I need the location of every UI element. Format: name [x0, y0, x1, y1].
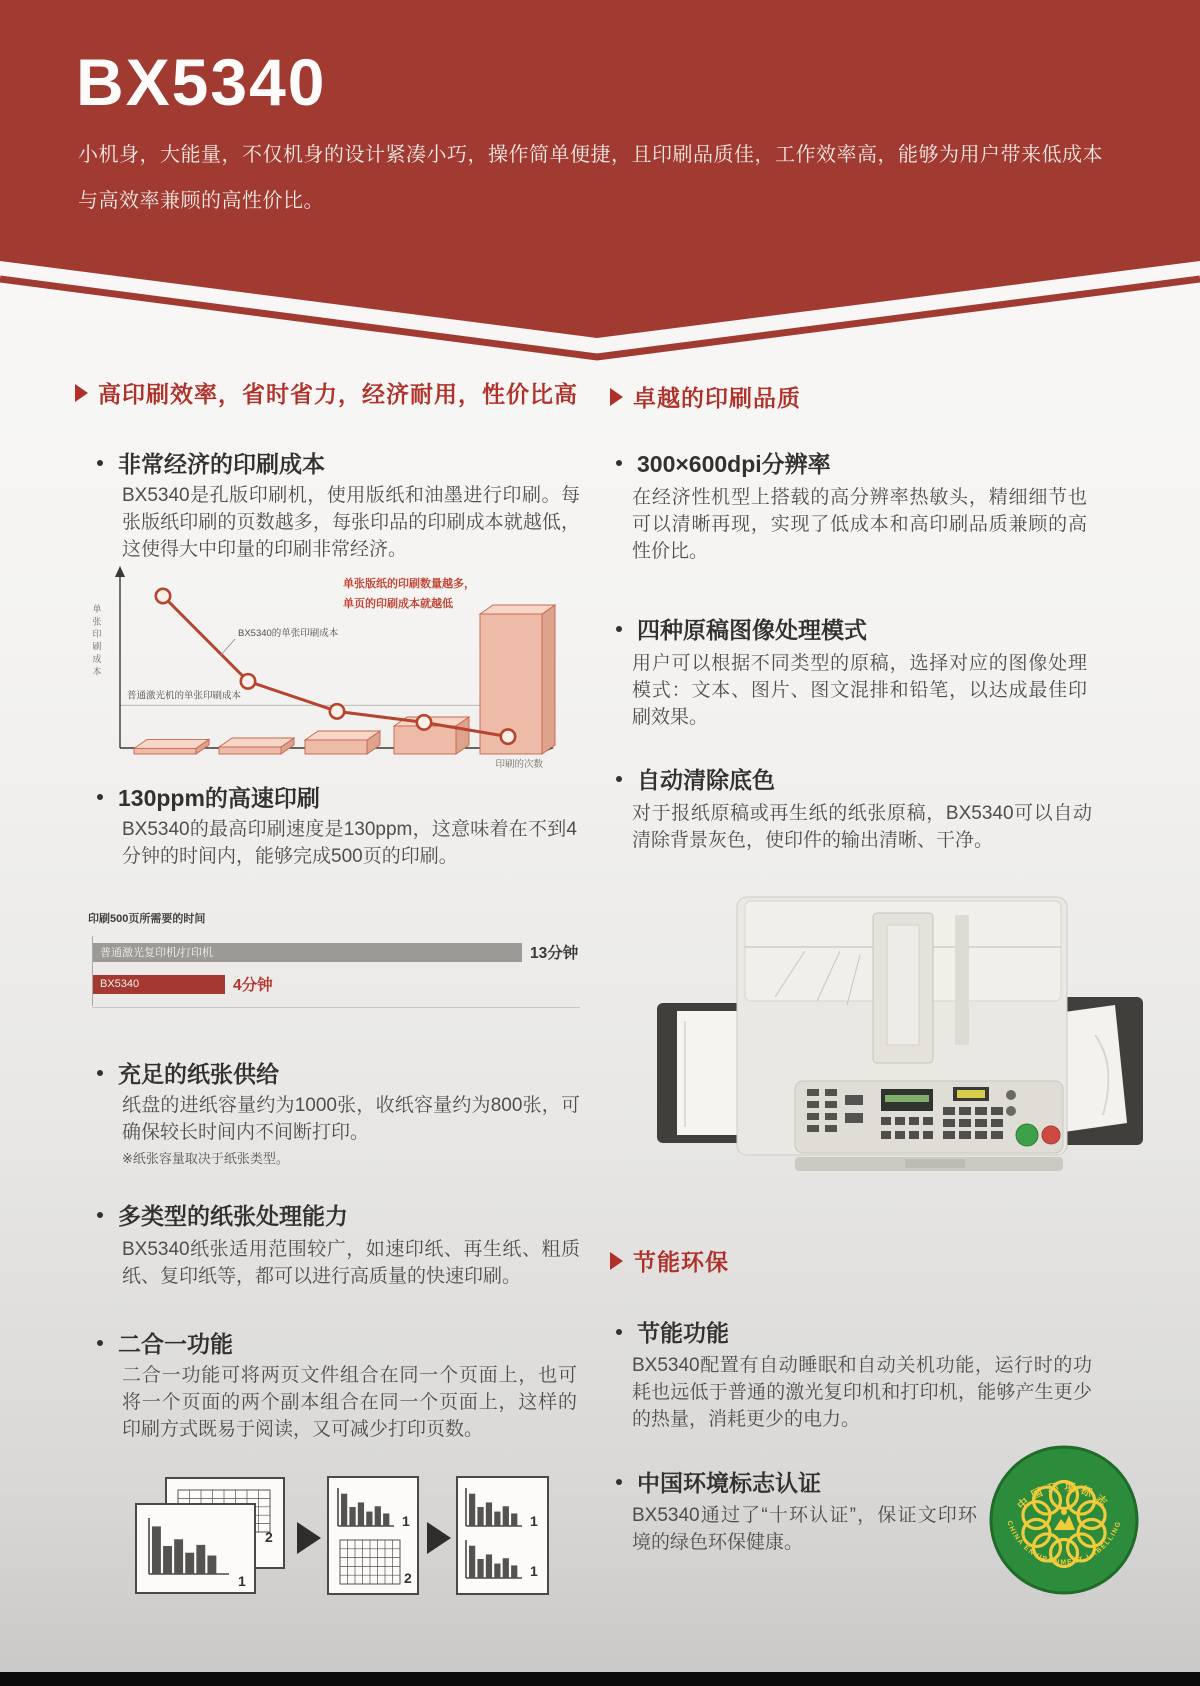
section-arrow-icon [75, 384, 88, 402]
time-chart-baseline [92, 1007, 580, 1008]
section-header-quality [610, 380, 801, 413]
printer-photo [655, 885, 1145, 1180]
header-description-line-1: 小机身，大能量，不仅机身的设计紧凑小巧，操作简单便捷，且印刷品质佳，工作效率高，能够为用户带来低成本 [78, 144, 1103, 166]
feature-title-two-in-one: 二合一功能 [97, 1326, 233, 1359]
feature-body-two-in-one: 二合一功能可将两页文件组合在同一个页面上，也可将一个页面的两个副本组合在同一个页面上，这样的印刷方式既易于阅读，又可减少打印页数。 [122, 1365, 577, 1440]
china-environment-labelling-logo [988, 1444, 1140, 1596]
section-arrow-icon [610, 1252, 623, 1270]
feature-title-background-removal: 自动清除底色 [616, 762, 775, 795]
svg-text:印刷的次数: 印刷的次数 [495, 759, 543, 770]
bar-laser-printer: 普通激光复印机/打印机 [93, 943, 522, 962]
header-description [78, 132, 1138, 224]
feature-title-energy-saving: 节能功能 [616, 1315, 729, 1348]
value-label-13min: 13分钟 [530, 945, 579, 962]
svg-text:1: 1 [238, 1573, 246, 1589]
svg-text:1: 1 [530, 1513, 538, 1529]
svg-text:张: 张 [92, 616, 102, 627]
svg-text:2: 2 [265, 1529, 273, 1545]
svg-text:单页的印刷成本就越低: 单页的印刷成本就越低 [343, 598, 453, 610]
product-title: BX5340 [76, 45, 327, 119]
svg-text:印: 印 [92, 629, 102, 639]
section-arrow-icon [610, 388, 623, 406]
feature-title-paper-supply: 充足的纸张供给 [97, 1056, 279, 1089]
svg-text:2: 2 [404, 1570, 412, 1586]
svg-text:单张版纸的印刷数量越多，: 单张版纸的印刷数量越多， [343, 578, 475, 590]
time-chart-row-laser [93, 941, 578, 963]
bullet-dot-icon [616, 460, 622, 466]
bullet-dot-icon [616, 626, 622, 632]
feature-body-paper-types: BX5340纸张适用范围较广，如速印纸、再生纸、粗质纸、复印纸等，都可以进行高质量的快速印刷。 [122, 1239, 580, 1287]
bar-bx5340: BX5340 [93, 975, 225, 994]
section-title: 节能环保 [633, 1249, 729, 1275]
time-chart-plot [75, 910, 580, 1015]
arrow-right-icon [297, 1522, 321, 1554]
feature-body-economic-cost: BX5340是孔版印刷机，使用版纸和油墨进行印刷。每张版纸印刷的页数越多，每张印品的印刷成本就越低，这使得大中印量的印刷非常经济。 [122, 485, 580, 560]
bullet-dot-icon [97, 794, 103, 800]
paper-supply-footnote: ※纸张容量取决于纸张类型。 [122, 1151, 289, 1166]
svg-text:本: 本 [92, 666, 102, 677]
svg-text:成: 成 [92, 654, 102, 664]
page-footer-bar [0, 1672, 1200, 1686]
header-description-line-2: 与高效率兼顾的高性价比。 [78, 190, 324, 212]
svg-text:1: 1 [530, 1563, 538, 1579]
svg-text:BX5340的单张印刷成本: BX5340的单张印刷成本 [238, 628, 339, 639]
time-chart-row-bx5340 [93, 973, 273, 995]
bullet-dot-icon [97, 1212, 103, 1218]
logo-bottom-text: CHINA ENVIRONMENT LABELLING [1005, 1519, 1123, 1567]
time-chart [75, 910, 580, 1015]
section-header-eco [610, 1244, 729, 1277]
feature-body-resolution: 在经济性机型上搭载的高分辨率热敏头，精细细节也可以清晰再现，实现了低成本和高印刷品质兼顾的高性价比。 [632, 487, 1087, 562]
feature-title-certification: 中国环境标志认证 [616, 1465, 821, 1498]
feature-title-economic-cost: 非常经济的印刷成本 [97, 446, 325, 479]
bullet-dot-icon [616, 776, 622, 782]
section-title: 高印刷效率，省时省力，经济耐用，性价比高 [98, 381, 578, 407]
svg-text:普通激光机的单张印刷成本: 普通激光机的单张印刷成本 [127, 690, 242, 702]
bullet-dot-icon [97, 1070, 103, 1076]
feature-title-resolution: 300×600dpi分辨率 [616, 446, 831, 479]
section-title: 卓越的印刷品质 [633, 385, 801, 411]
feature-body-certification: BX5340通过了“十环认证”，保证文印环境的绿色环保健康。 [632, 1505, 977, 1553]
cost-chart-canvas [75, 560, 580, 775]
feature-body-paper-supply: 纸盘的进纸容量约为1000张，收纸容量约为800张，可确保较长时间内不间断打印。 [122, 1095, 580, 1143]
cost-chart [75, 560, 580, 775]
time-chart-title: 印刷500页所需要的时间 [88, 913, 206, 925]
feature-body-background-removal: 对于报纸原稿或再生纸的纸张原稿，BX5340可以自动清除背景灰色，使印件的输出清晰、干净。 [632, 803, 1092, 851]
two-in-one-diagram [75, 1470, 575, 1605]
svg-text:刷: 刷 [92, 641, 102, 652]
bullet-dot-icon [97, 460, 103, 466]
bullet-dot-icon [616, 1479, 622, 1485]
value-label-4min: 4分钟 [233, 977, 273, 994]
bullet-dot-icon [616, 1329, 622, 1335]
svg-text:1: 1 [402, 1513, 410, 1529]
feature-body-speed: BX5340的最高印刷速度是130ppm，这意味着在不到4分钟的时间内，能够完成500页的印刷。 [122, 819, 577, 867]
logo-top-text: 中国环境标志 [1015, 1481, 1113, 1513]
feature-body-image-modes: 用户可以根据不同类型的原稿，选择对应的图像处理模式：文本、图片、图文混排和铅笔，以达成最佳印刷效果。 [632, 653, 1087, 728]
feature-title-paper-types: 多类型的纸张处理能力 [97, 1198, 348, 1231]
arrow-right-icon [427, 1522, 451, 1554]
feature-body-energy-saving: BX5340配置有自动睡眠和自动关机功能，运行时的功耗也远低于普通的激光复印机和打印机，能够产生更少的热量，消耗更少的电力。 [632, 1355, 1092, 1430]
bullet-dot-icon [97, 1340, 103, 1346]
feature-title-image-modes: 四种原稿图像处理模式 [616, 612, 867, 645]
svg-text:单: 单 [92, 604, 102, 614]
feature-title-speed: 130ppm的高速印刷 [97, 780, 320, 813]
section-header-efficiency [75, 376, 578, 409]
